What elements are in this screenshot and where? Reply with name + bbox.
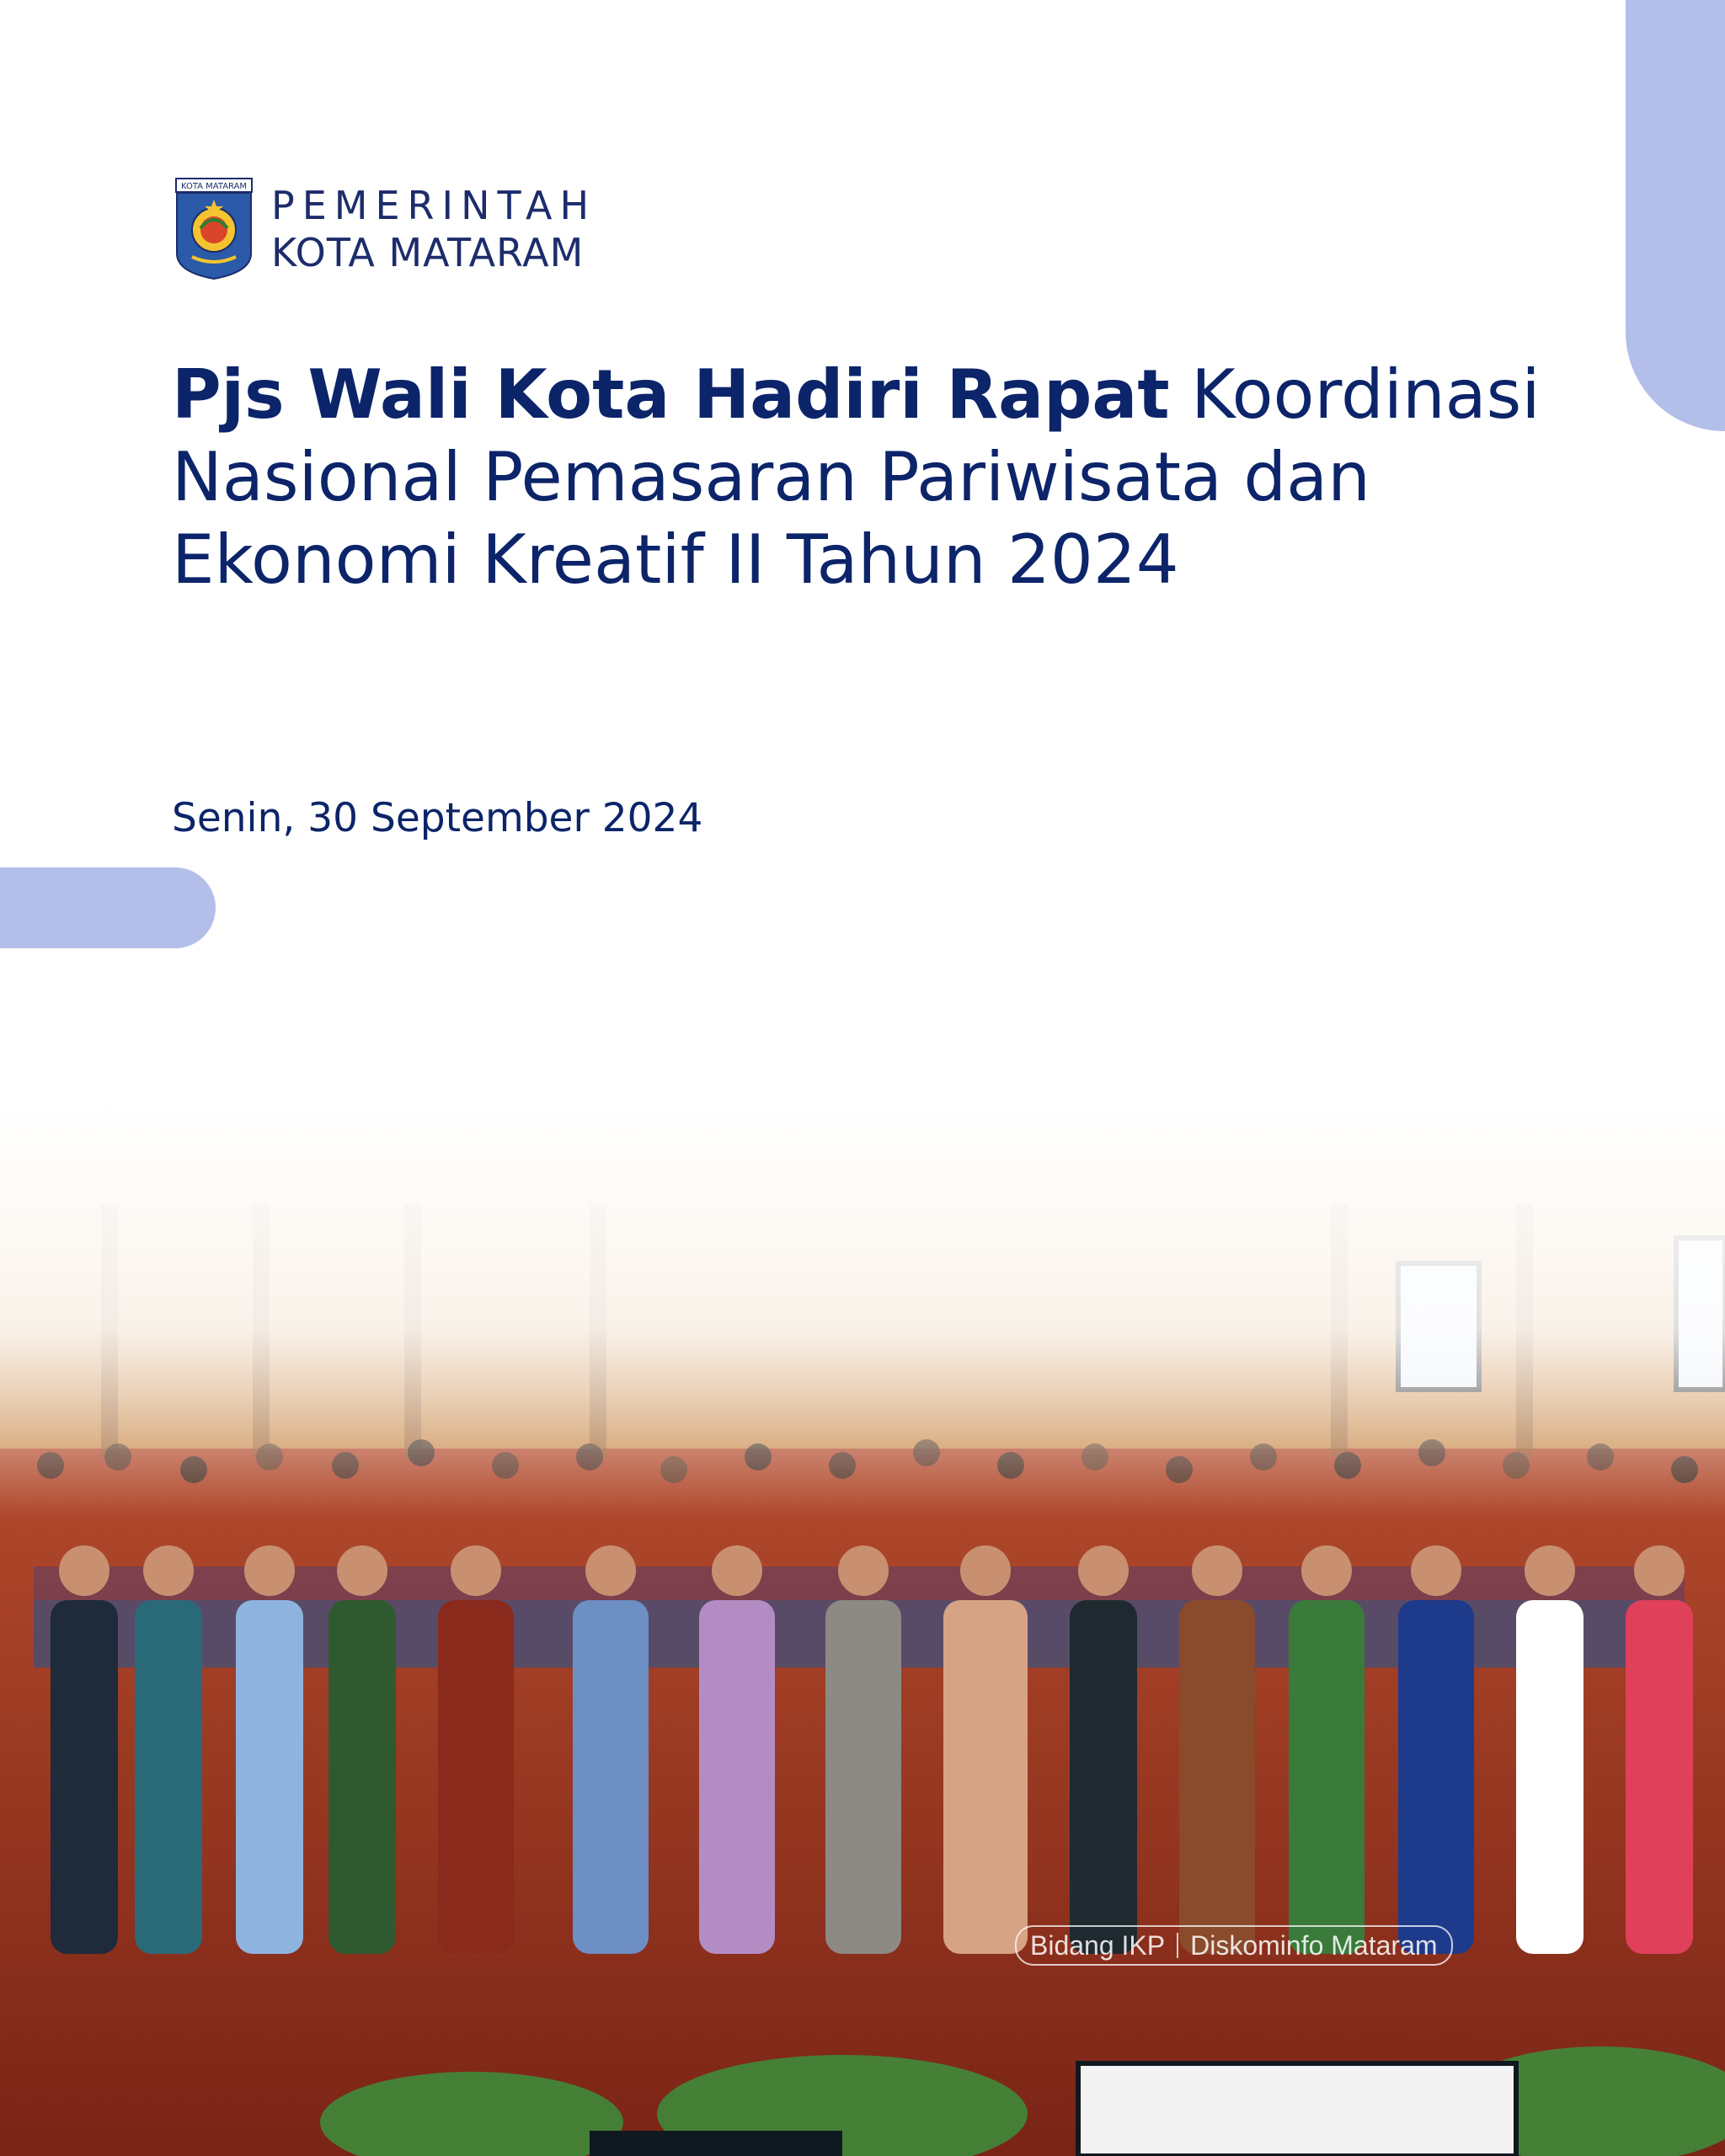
decorative-corner-shape — [1626, 0, 1725, 431]
title-bold-part: Pjs Wali Kota Hadiri Rapat — [172, 355, 1170, 434]
title-regular-part-1: Koordinasi — [1169, 355, 1541, 434]
title-regular-part-3: Ekonomi Kreatif II Tahun 2024 — [172, 520, 1179, 599]
brand-line-1: PEMERINTAH — [271, 183, 597, 228]
event-group-photo — [0, 1095, 1725, 2156]
city-emblem-icon — [175, 178, 253, 280]
watermark-divider — [1177, 1933, 1178, 1958]
government-logo — [175, 177, 596, 281]
title-regular-part-2: Nasional Pemasaran Pariwisata dan — [172, 438, 1370, 516]
group-photo-illustration — [0, 1095, 1725, 2156]
decorative-pill-shape — [0, 867, 216, 948]
page-title — [172, 354, 1553, 601]
watermark-agency: Diskominfo Mataram — [1190, 1929, 1438, 1961]
svg-text:KOTA MATARAM: KOTA MATARAM — [180, 182, 248, 191]
event-date: Senin, 30 September 2024 — [172, 795, 703, 841]
brand-line-2: KOTA MATARAM — [271, 230, 585, 275]
watermark-department: Bidang IKP — [1030, 1929, 1166, 1961]
photo-credit-watermark — [1015, 1925, 1453, 1966]
